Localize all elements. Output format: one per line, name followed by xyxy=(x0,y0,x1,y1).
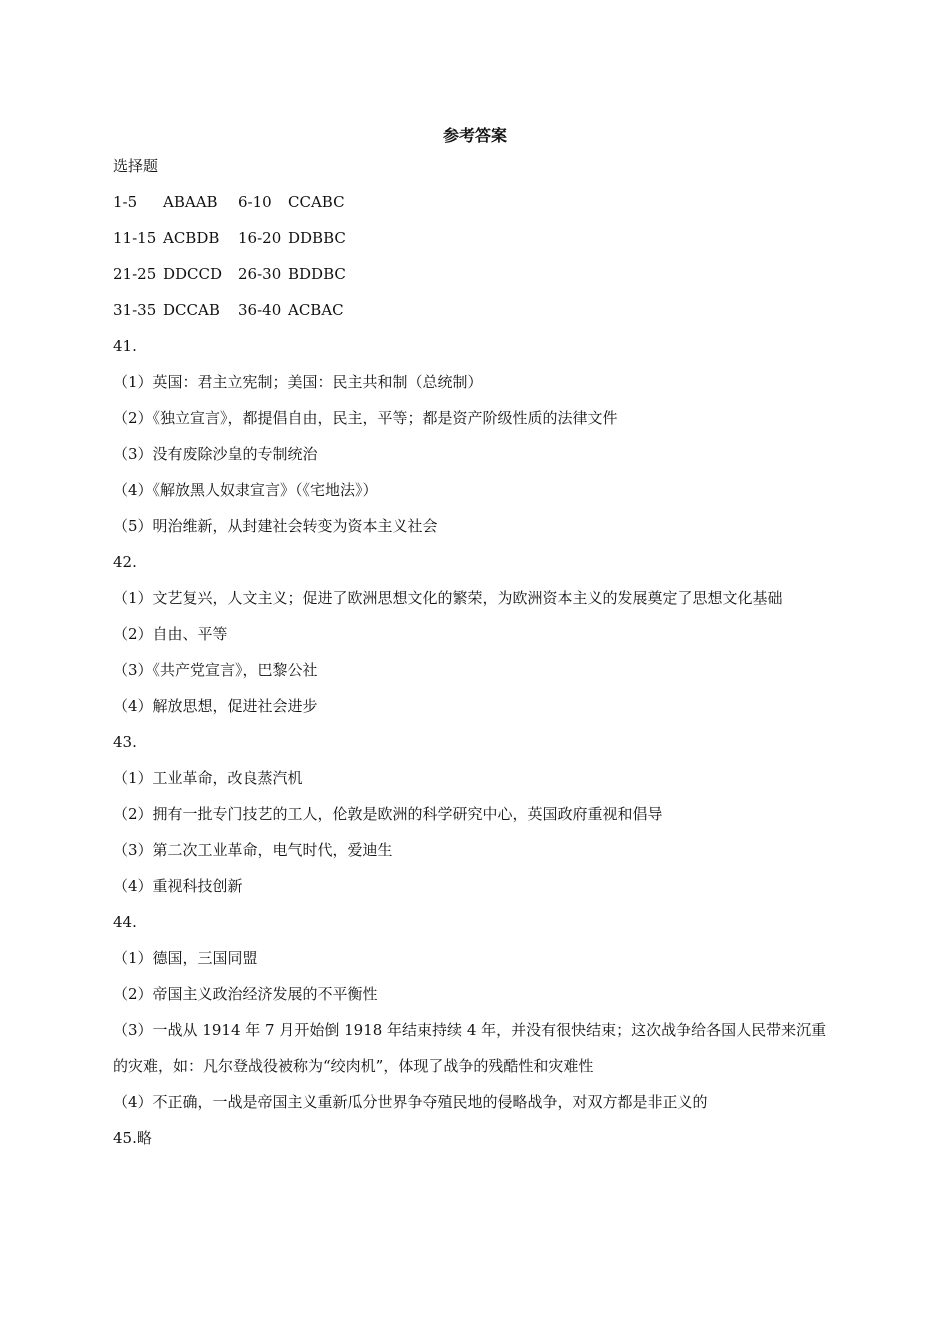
mc-range: 36-40 xyxy=(238,301,282,319)
mc-cell xyxy=(113,298,238,334)
mc-range: 1-5 xyxy=(113,193,138,211)
mc-answers: DDCCD xyxy=(163,265,223,283)
answer-line: （2）帝国主义政治经济发展的不平衡性 xyxy=(113,985,378,1003)
answer-line: （3）《共产党宣言》，巴黎公社 xyxy=(113,661,318,679)
question-number: 44. xyxy=(113,913,137,931)
answer-line: （3）第二次工业革命，电气时代，爱迪生 xyxy=(113,841,393,859)
mc-cell xyxy=(113,226,238,262)
mc-cell xyxy=(238,190,345,226)
answer-line: （1）工业革命，改良蒸汽机 xyxy=(113,769,303,787)
mc-answers: ACBDB xyxy=(163,229,220,247)
answer-line: （4）不正确，一战是帝国主义重新瓜分世界争夺殖民地的侵略战争，对双方都是非正义的 xyxy=(113,1093,708,1111)
answer-line: （2）拥有一批专门技艺的工人，伦敦是欧洲的科学研究中心，英国政府重视和倡导 xyxy=(113,805,663,823)
answer-line: （2）《独立宣言》，都提倡自由，民主，平等；都是资产阶级性质的法律文件 xyxy=(113,409,618,427)
mc-answers: BDDBC xyxy=(288,265,346,283)
mc-answers: DDBBC xyxy=(288,229,346,247)
question-number: 42. xyxy=(113,553,137,571)
mc-row xyxy=(113,298,841,334)
answer-line: （3）一战从 1914 年 7 月开始倒 1918 年结束持续 4 年，并没有很快结束；这次战争给各国人民带来沉重的灾难，如：凡尔登战役被称为“绞肉机”，体现了战争的残酷性和灾难性 xyxy=(113,1021,827,1075)
mc-answers: ABAAB xyxy=(163,193,218,211)
answer-line: （4）重视科技创新 xyxy=(113,877,243,895)
mc-range: 21-25 xyxy=(113,265,157,283)
page-title: 参考答案 xyxy=(442,126,507,145)
answer-line: （1）德国，三国同盟 xyxy=(113,949,258,967)
question-number: 43. xyxy=(113,733,137,751)
question-number: 45.略 xyxy=(113,1129,152,1147)
mc-range: 16-20 xyxy=(238,229,282,247)
mc-cell xyxy=(238,226,346,262)
mc-row xyxy=(113,190,841,226)
mc-cell xyxy=(238,262,346,298)
answer-content xyxy=(113,154,841,1162)
answer-line: （5）明治维新，从封建社会转变为资本主义社会 xyxy=(113,517,438,535)
mc-range: 6-10 xyxy=(238,193,272,211)
mc-row xyxy=(113,262,841,298)
mc-cell xyxy=(113,262,238,298)
mc-cell xyxy=(238,298,344,334)
mc-range: 31-35 xyxy=(113,301,157,319)
mc-answers: DCCAB xyxy=(163,301,220,319)
answer-line: （2）自由、平等 xyxy=(113,625,228,643)
mc-row xyxy=(113,226,841,262)
answer-line: （1）文艺复兴，人文主义；促进了欧洲思想文化的繁荣，为欧洲资本主义的发展奠定了思想文化基础 xyxy=(113,589,783,607)
answer-line: （4）解放思想，促进社会进步 xyxy=(113,697,318,715)
mc-answers: CCABC xyxy=(288,193,345,211)
answer-line: （4）《解放黑人奴隶宣言》（《宅地法》） xyxy=(113,481,378,499)
question-number: 41. xyxy=(113,337,137,355)
answer-line: （1）英国：君主立宪制；美国：民主共和制（总统制） xyxy=(113,373,483,391)
mc-range: 26-30 xyxy=(238,265,282,283)
mc-answers: ACBAC xyxy=(288,301,344,319)
mc-cell xyxy=(113,190,238,226)
mc-range: 11-15 xyxy=(113,229,157,247)
section-choice-heading: 选择题 xyxy=(113,157,159,175)
answer-line: （3）没有废除沙皇的专制统治 xyxy=(113,445,318,463)
